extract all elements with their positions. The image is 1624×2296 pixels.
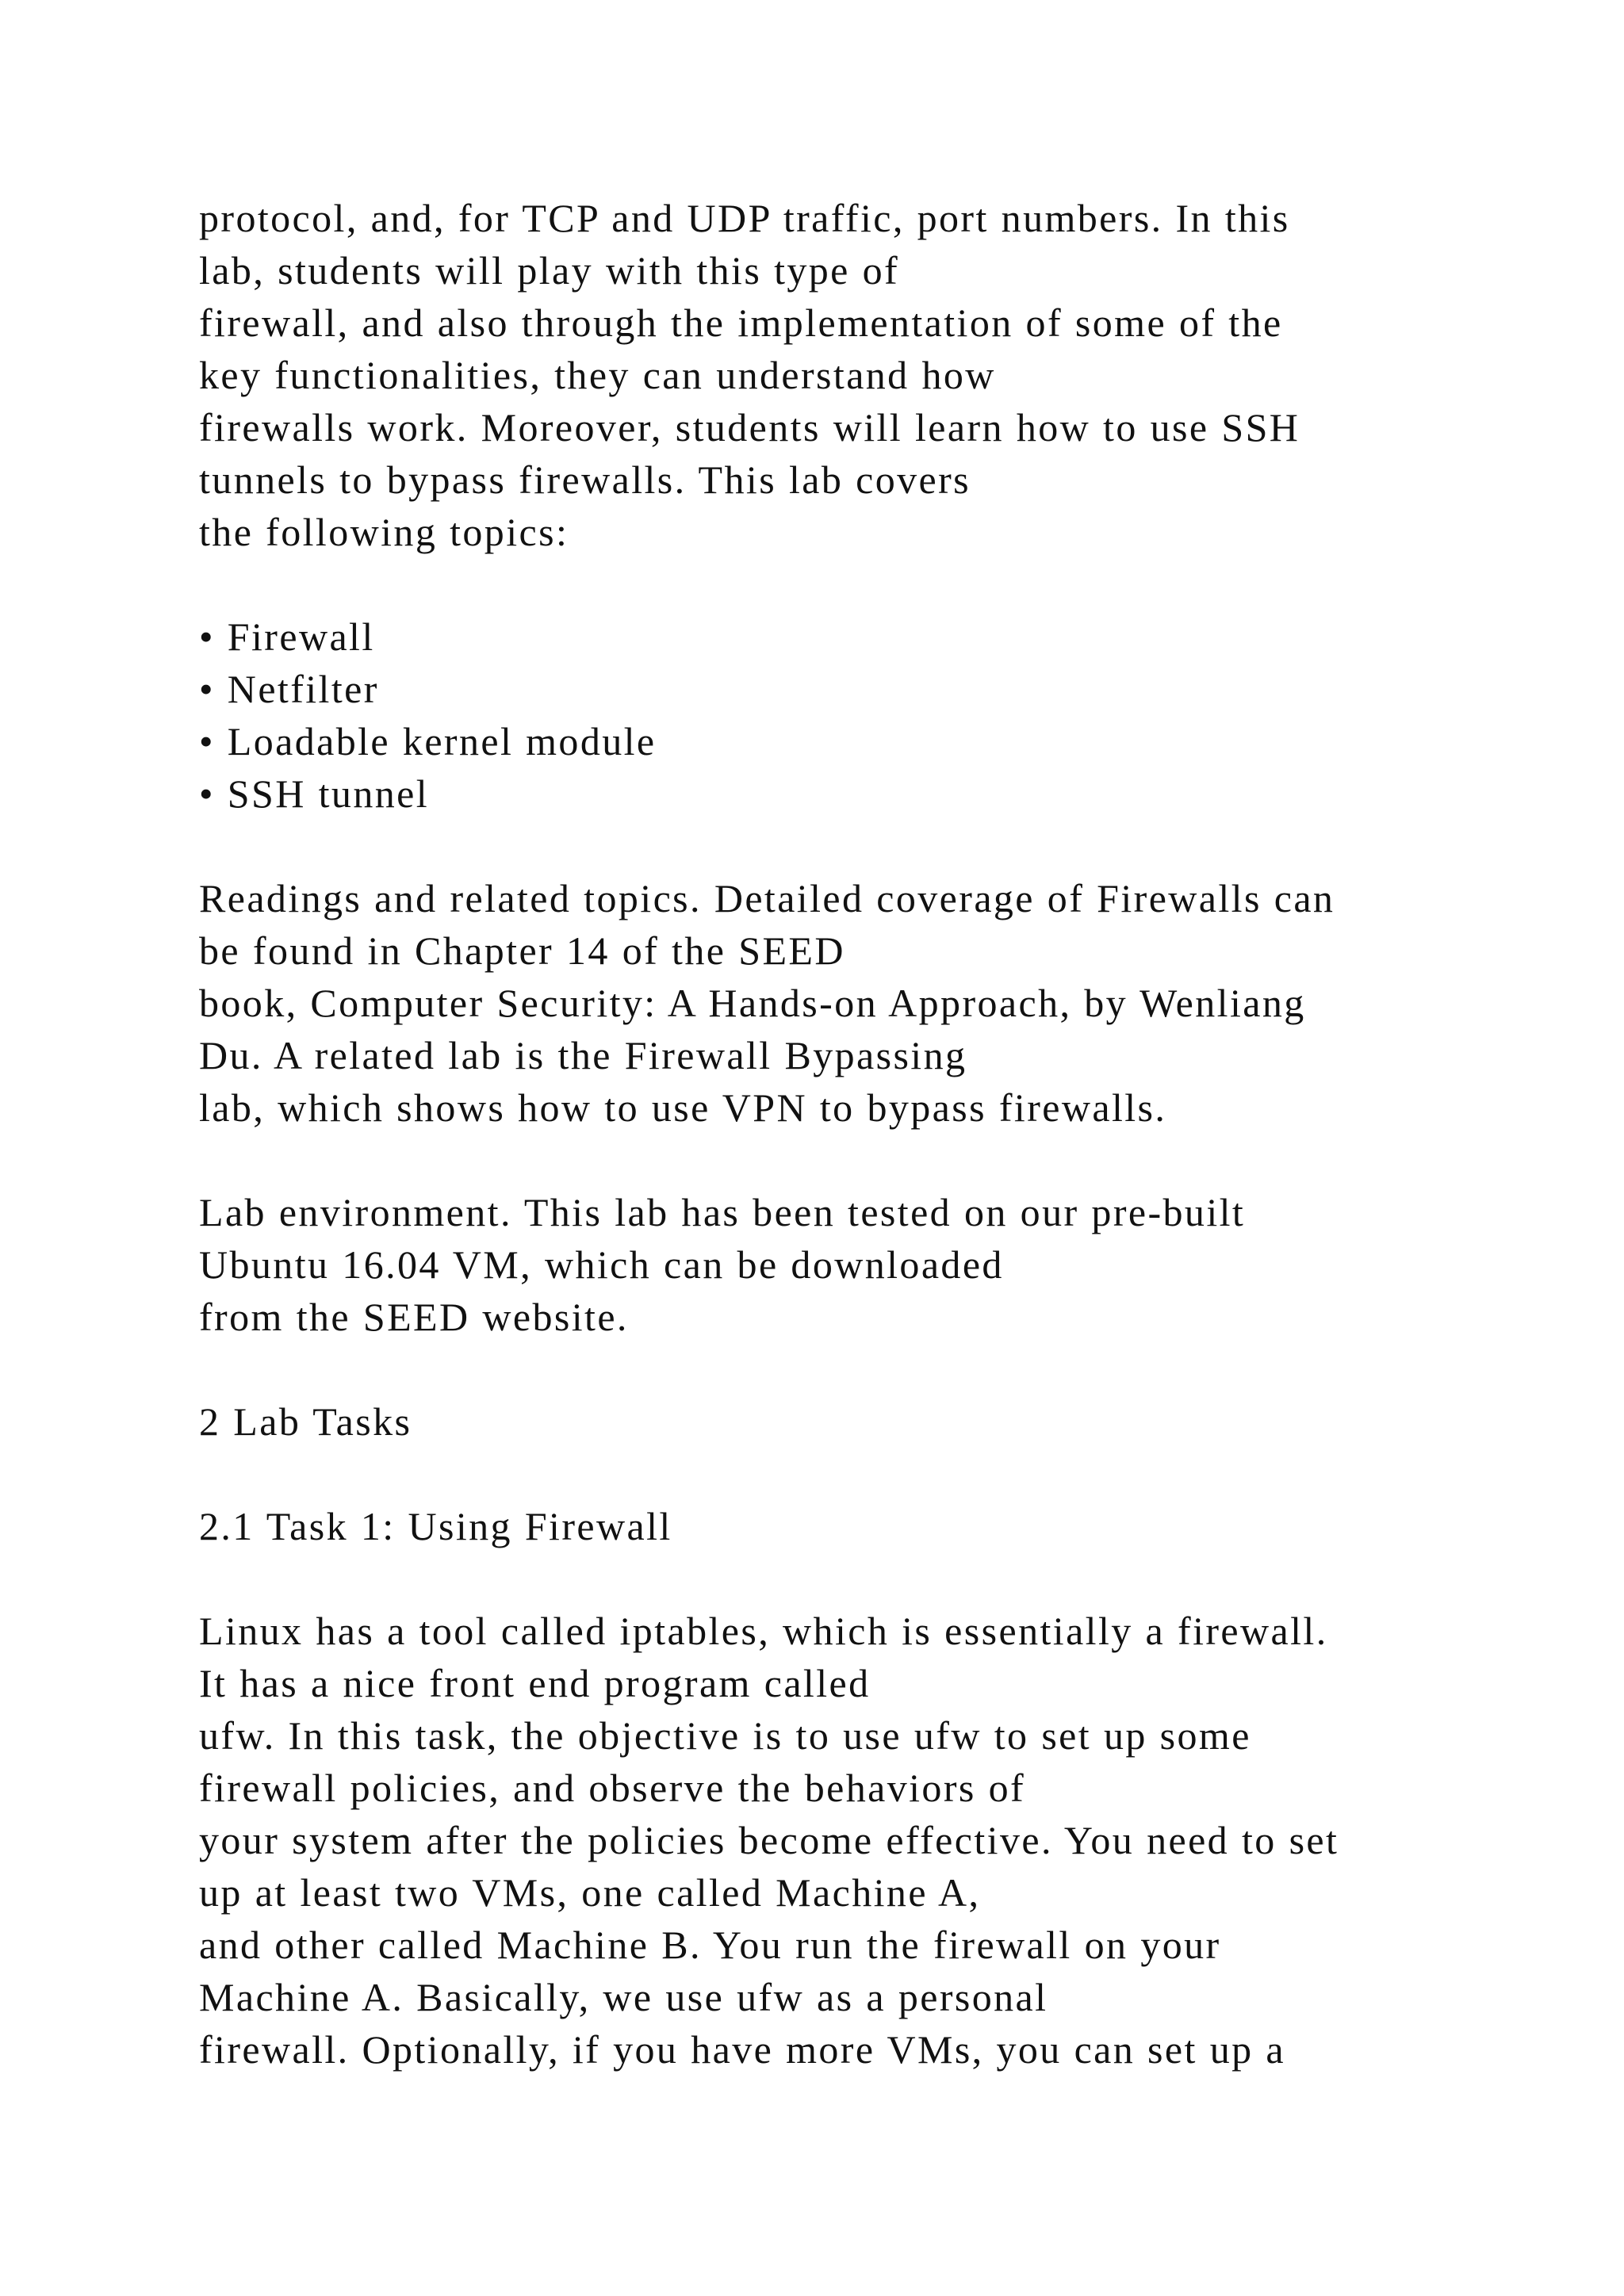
text-line: ufw. In this task, the objective is to use ufw to set up some	[199, 1713, 1251, 1758]
text-line: Machine A. Basically, we use ufw as a personal	[199, 1975, 1048, 2019]
topics-list	[199, 610, 1531, 820]
paragraph-gap	[199, 820, 1531, 872]
text-line: protocol, and, for TCP and UDP traffic, port numbers. In this	[199, 196, 1290, 240]
text-line: firewalls work. Moreover, students will learn how to use SSH	[199, 405, 1300, 450]
text-line: firewall. Optionally, if you have more VMs, you can set up a	[199, 2027, 1285, 2072]
text-line: book, Computer Security: A Hands-on Approach, by Wenliang	[199, 981, 1306, 1025]
text-line: lab, which shows how to use VPN to bypass firewalls.	[199, 1085, 1167, 1130]
text-line: up at least two VMs, one called Machine A,	[199, 1870, 981, 1915]
text-line: Linux has a tool called iptables, which is essentially a firewall.	[199, 1609, 1328, 1653]
paragraph-gap	[199, 1552, 1531, 1605]
text-line: Du. A related lab is the Firewall Bypassing	[199, 1033, 967, 1077]
text-line: be found in Chapter 14 of the SEED	[199, 928, 845, 973]
list-item: • Netfilter	[199, 667, 379, 711]
text-line: tunnels to bypass firewalls. This lab covers	[199, 457, 971, 502]
text-line: It has a nice front end program called	[199, 1661, 871, 1705]
subsection-heading: 2.1 Task 1: Using Firewall	[199, 1504, 672, 1548]
paragraph-gap	[199, 1134, 1531, 1186]
text-line: your system after the policies become effective. You need to set	[199, 1818, 1339, 1862]
text-line: firewall policies, and observe the behaviors of	[199, 1766, 1026, 1810]
environment-paragraph	[199, 1186, 1531, 1343]
text-line: lab, students will play with this type of	[199, 248, 900, 293]
paragraph-gap	[199, 1448, 1531, 1500]
document-body	[199, 192, 1531, 2076]
text-line: Ubuntu 16.04 VM, which can be downloaded	[199, 1242, 1004, 1287]
section-heading: 2 Lab Tasks	[199, 1399, 412, 1444]
text-line: key functionalities, they can understand how	[199, 353, 996, 397]
paragraph-gap	[199, 558, 1531, 610]
readings-paragraph	[199, 872, 1531, 1134]
text-line: the following topics:	[199, 510, 569, 554]
list-item: • SSH tunnel	[199, 771, 430, 816]
text-line: Lab environment. This lab has been tested on our pre-built	[199, 1190, 1246, 1234]
list-item: • Loadable kernel module	[199, 719, 657, 763]
paragraph-gap	[199, 1343, 1531, 1395]
text-line: firewall, and also through the implementation of some of the	[199, 300, 1283, 345]
list-item: • Firewall	[199, 614, 375, 659]
text-line: from the SEED website.	[199, 1295, 629, 1339]
task1-paragraph	[199, 1605, 1531, 2076]
text-line: Readings and related topics. Detailed coverage of Firewalls can	[199, 876, 1335, 920]
intro-paragraph	[199, 192, 1531, 558]
text-line: and other called Machine B. You run the firewall on your	[199, 1923, 1221, 1967]
